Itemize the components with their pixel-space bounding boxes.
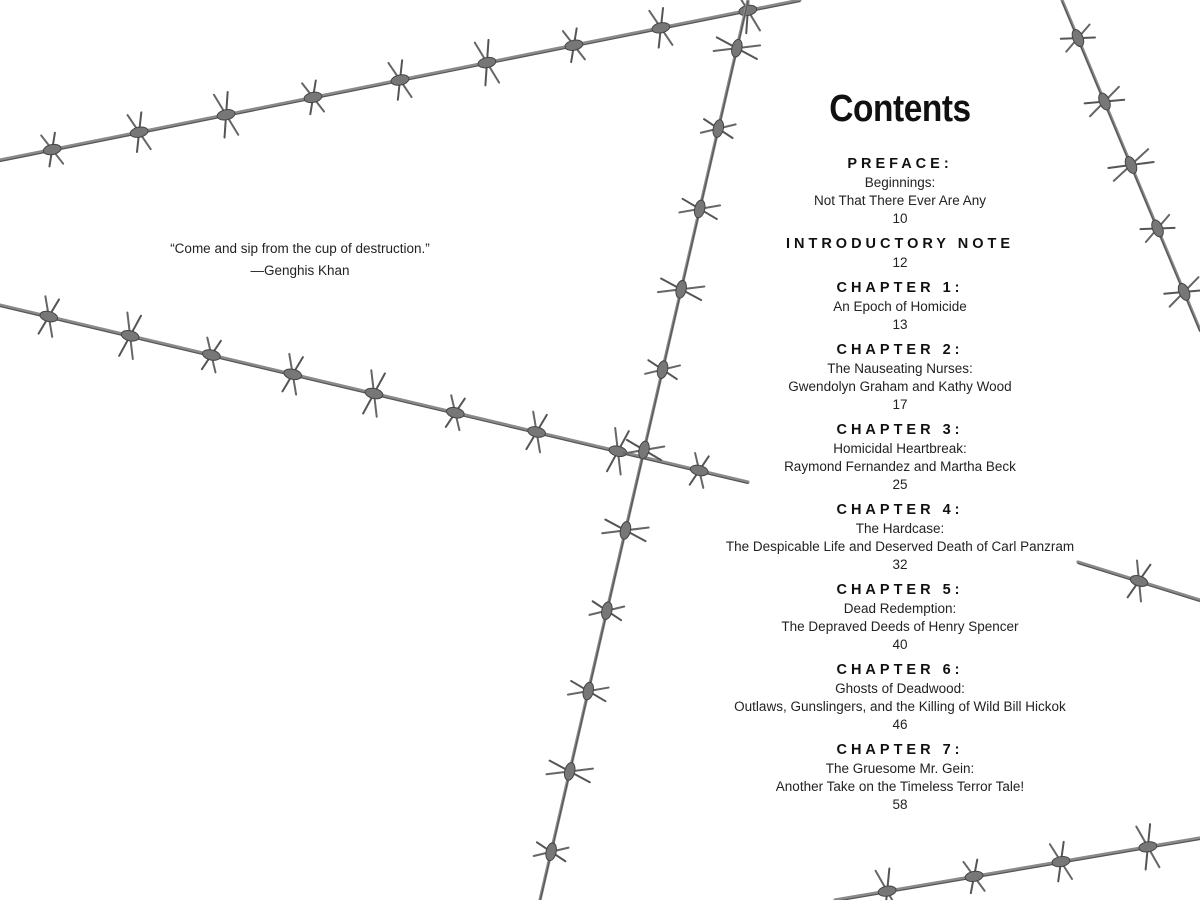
barb: [1061, 25, 1095, 52]
barb: [445, 395, 465, 430]
toc-entry: [700, 154, 1100, 228]
barb: [1136, 824, 1159, 869]
toc-entry: [700, 278, 1100, 334]
barb: [963, 860, 984, 894]
toc-entry: [700, 580, 1100, 654]
barb: [714, 37, 760, 59]
toc-entry: [700, 500, 1100, 574]
toc-entry: [700, 234, 1100, 272]
barb: [1140, 215, 1174, 242]
barb: [475, 40, 499, 85]
barb: [388, 60, 411, 100]
barb: [546, 761, 592, 783]
toc-entry-heading: CHAPTER 7:: [836, 742, 964, 758]
barb: [876, 868, 899, 900]
toc-entry-title-line: The Depraved Deeds of Henry Spencer: [781, 619, 1019, 634]
toc-entry-page-number: 10: [892, 211, 908, 226]
toc-entry: [700, 740, 1100, 814]
barb: [526, 412, 546, 453]
barbed-wire-strand: [835, 824, 1200, 900]
barb: [363, 370, 385, 417]
toc-entry-page-number: 17: [892, 397, 908, 412]
toc-entry-heading: CHAPTER 5:: [836, 582, 964, 598]
barb: [534, 842, 569, 862]
barb: [1050, 842, 1072, 881]
toc-entry-title-line: The Gruesome Mr. Gein:: [825, 761, 975, 776]
toc-entry-title-line: The Hardcase:: [855, 521, 945, 536]
toc-entry-page-number: 40: [892, 637, 908, 652]
barb: [302, 81, 324, 115]
barb: [568, 681, 609, 701]
epigraph-attribution: —Genghis Khan: [250, 263, 350, 278]
toc-entry-page-number: 12: [892, 255, 908, 270]
barbed-wire-strand: [0, 296, 748, 488]
toc-entry-heading: CHAPTER 1:: [836, 280, 964, 296]
barb: [214, 92, 238, 137]
barb: [39, 296, 59, 337]
toc-entry-title-line: Ghosts of Deadwood:: [835, 681, 965, 696]
toc-entry-heading: INTRODUCTORY NOTE: [785, 236, 1015, 252]
toc-list: [700, 154, 1100, 814]
barb: [607, 428, 629, 475]
toc-entry-heading: PREFACE:: [847, 156, 953, 172]
toc-entry: [700, 420, 1100, 494]
contents-title: Contents: [829, 88, 971, 130]
toc-entry-title-line: The Despicable Life and Deserved Death of Carl Panzram: [725, 539, 1075, 554]
toc-entry: [700, 340, 1100, 414]
toc-entry-title-line: Gwendolyn Graham and Kathy Wood: [788, 379, 1012, 394]
toc-entry: [700, 660, 1100, 734]
toc-entry-page-number: 46: [892, 717, 908, 732]
barb: [1128, 560, 1151, 601]
barbed-wire-strand: [0, 0, 800, 166]
toc-entry-title-line: Another Take on the Timeless Terror Tale!: [775, 779, 1025, 794]
barb: [1108, 149, 1153, 181]
barb: [119, 313, 141, 360]
toc-entry-title-line: The Nauseating Nurses:: [827, 361, 973, 376]
barb: [602, 520, 648, 542]
toc-entry-title-line: Outlaws, Gunslingers, and the Killing of Wild Bill Hickok: [734, 699, 1066, 714]
toc-entry-page-number: 25: [892, 477, 908, 492]
epigraph-quote: “Come and sip from the cup of destruction.”: [170, 241, 430, 256]
barb: [589, 601, 624, 621]
toc-entry-title-line: Beginnings:: [864, 175, 936, 190]
epigraph: [150, 238, 450, 282]
toc-entry-title-line: Raymond Fernandez and Martha Beck: [784, 459, 1016, 474]
toc-entry-heading: CHAPTER 2:: [836, 342, 964, 358]
barb: [649, 8, 672, 48]
toc-entry-title-line: An Epoch of Homicide: [833, 299, 967, 314]
barb: [563, 28, 585, 62]
toc-entry-page-number: 58: [892, 797, 908, 812]
barb: [658, 278, 704, 300]
toc-entry-heading: CHAPTER 6:: [836, 662, 964, 678]
barb: [41, 133, 63, 167]
barb: [201, 338, 221, 373]
toc-entry-title-line: Dead Redemption:: [843, 601, 957, 616]
toc-entry-heading: CHAPTER 3:: [836, 422, 964, 438]
toc-entry-page-number: 32: [892, 557, 908, 572]
barb: [1164, 277, 1200, 306]
toc-entry-title-line: Not That There Ever Are Any: [813, 193, 987, 208]
toc-entry-heading: CHAPTER 4:: [836, 502, 964, 518]
toc-entry-page-number: 13: [892, 317, 908, 332]
barb: [128, 112, 151, 152]
barb: [624, 440, 665, 460]
barb: [282, 354, 302, 395]
table-of-contents: [700, 86, 1100, 820]
toc-entry-title-line: Homicidal Heartbreak:: [833, 441, 967, 456]
barb: [645, 360, 680, 380]
